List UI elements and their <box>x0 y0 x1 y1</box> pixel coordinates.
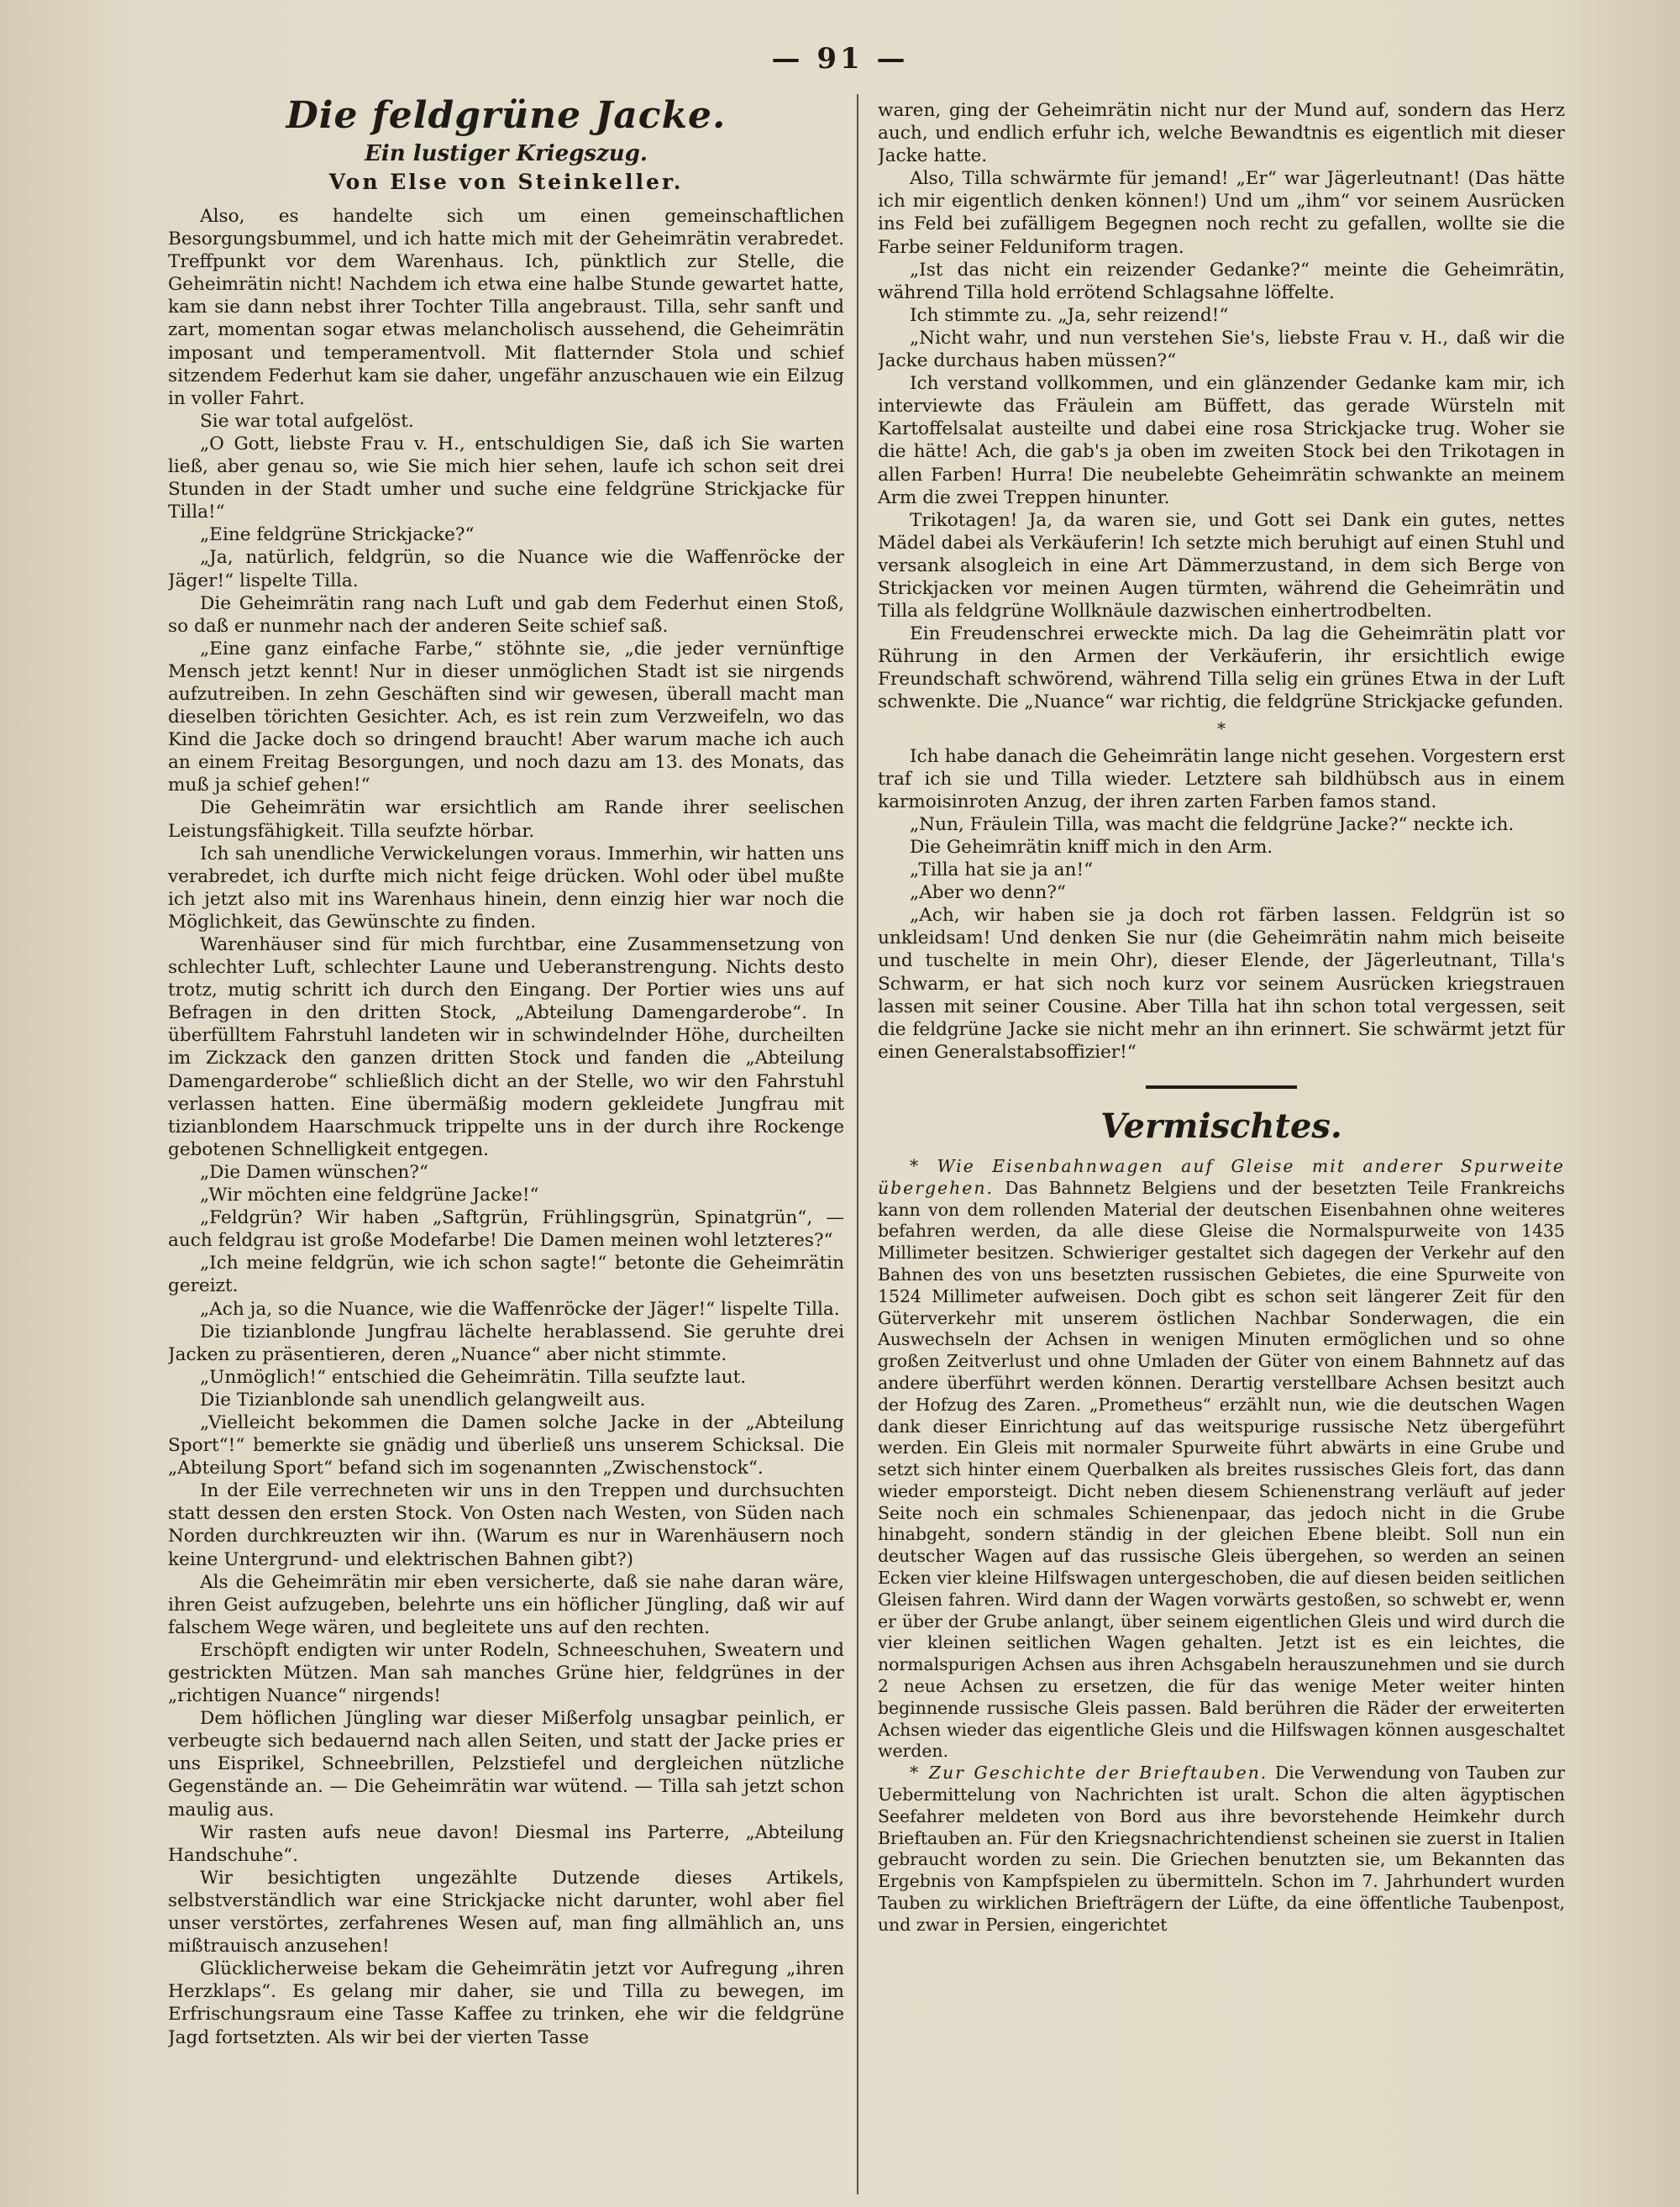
paragraph: „Ja, natürlich, feldgrün, so die Nuance wie die Waffenröcke der Jäger!“ lispelte Tilla. <box>168 547 844 591</box>
paragraph: „Nun, Fräulein Tilla, was macht die feldgrüne Jacke?“ neckte ich. <box>910 813 1515 835</box>
right-column <box>878 99 1565 2191</box>
paragraph: Die Geheimrätin rang nach Luft und gab dem Federhut einen Stoß, so daß er nunmehr nach der anderen Seite schief saß. <box>168 592 844 637</box>
section-asterisk: * <box>1217 717 1226 738</box>
news-item-text: Das Bahnnetz Belgiens und der besetzten Teile Frankreichs kann von dem rollenden Material der deutschen Eisenbahnen ohne weiteres befahren werden, da alle diese Gleise die Normalspurweite von 1435 Millimeter besitzen. Schwieriger gestaltet sich dagegen der Verkehr auf den Bahnen des von uns besetzten russischen Gebietes, die eine Spurweite von 1524 Millimeter aufweisen. Doch gibt es schon seit längerer Zeit für den Güterverkehr mit unserem östlichen Nachbar Sonderwagen, die ein Auswechseln der Achsen in wenigen Minuten ermöglichen und so ohne großen Zeitverlust und ohne Umladen der Güter von einem Bahnnetz auf das andere überführt werden können. Derartig verstellbare Achsen besitzt auch der Hofzug des Zaren. „Prometheus“ erzählt nun, wie die deutschen Wagen dank dieser Einrichtung auf das weitspurige russische Netz übergeführt werden. Ein Gleis mit normaler Spurweite führt abwärts in eine Grube und setzt sich hinter einem Querbalken als breites russisches Gleis fort, das dann wieder emporsteigt. Dicht neben diesem Schienenstrang verläuft auf jeder Seite noch ein schmales Schienenpaar, das jedoch nicht in die Grube hinabgeht, sondern ständig in der gleichen Ebene bleibt. Soll nun ein deutscher Wagen auf das russische Gleis übergehen, so werden an seinen Ecken vier kleine Hilfswagen untergeschoben, die auf diesen beiden seitlichen Gleisen fahren. Wird dann der Wagen vorwärts gestoßen, so schwebt er, wenn er über der Grube anlangt, über seinem eigentlichen Gleis und wird durch die vier kleinen seitlichen Wagen gehalten. Jetzt ist es ein leichtes, die normalspurigen Achsen aus ihren Achsgabeln herauszunehmen und sie durch 2 neue Achsen zu ersetzen, die für das wenige Meter weiter hinten beginnende russische Gleis passen. Bald berühren die Räder der erweiterten Achsen wieder das eigentliche Gleis und die Hilfswagen können ausgeschaltet werden. <box>878 1177 1565 1762</box>
paragraph: „Ach, wir haben sie ja doch rot färben lassen. Feldgrün ist so unkleidsam! Und denken Sie nur (die Geheimrätin nahm mich beiseite und tuschelte in mein Ohr), dieser Elende, der Jägerleutnant, Tilla's Schwarm, er hat sich noch kurz vor seinem Ausrücken kriegstrauen lassen mit seiner Cousine. Aber Tilla hat ihn schon total vergessen, seit die feldgrüne Jacke sie nicht mehr an ihn erinnert. Sie schwärmt jetzt für einen Generalstabsoffizier!“ <box>878 905 1565 1063</box>
paragraph: Trikotagen! Ja, da waren sie, und Gott sei Dank ein gutes, nettes Mädel dabei als Verkäuferin! Ich setzte mich beruhigt auf einen Stuhl und versank alsogleich in eine Art Dämmerzustand, in dem sich Berge von Strickjacken vor meinen Augen türmten, während die Geheimrätin und Tilla als feldgrüne Wollknäule dazwischen einhertrodbelten. <box>878 509 1565 623</box>
story-continuation: waren, ging der Geheimrätin nicht nur der Mund auf, sondern das Herz auch, und endlich erfuhr ich, welche Bewandtnis es eigentlich mit dieser Jacke hatte. <box>878 100 1565 167</box>
story-byline: Von Else von Steinkeller. <box>328 170 684 194</box>
section-rule <box>1146 1085 1297 1089</box>
paragraph: „O Gott, liebste Frau v. H., entschuldigen Sie, daß ich Sie warten ließ, aber genau so, wie Sie mich hier sehen, laufe ich schon seit drei Stunden in der Stadt umher und suche eine feldgrüne Strickjacke für Tilla!“ <box>168 433 844 523</box>
paragraph: Glücklicherweise bekam die Geheimrätin jetzt vor Aufregung „ihren Herzklaps“. Es gelang mir daher, sie und Tilla zu bewegen, im Erfrischungsraum eine Tasse Kaffee zu trinken, ehe wir die feldgrüne Jagd fortsetzten. Als wir bei der vierten Tasse <box>168 1958 844 2048</box>
paragraph: „Eine feldgrüne Strickjacke?“ <box>200 524 475 546</box>
paragraph: „Feldgrün? Wir haben „Saftgrün, Frühlingsgrün, Spinatgrün“, — auch feldgrau ist große Modefarbe! Die Damen meinen wohl letzteres?“ <box>168 1207 844 1252</box>
paragraph: „Ist das nicht ein reizender Gedanke?“ meinte die Geheimrätin, während Tilla hold errötend Schlagsahne löffelte. <box>878 259 1565 303</box>
news-item <box>878 1763 1565 1936</box>
paragraph: Als die Geheimrätin mir eben versicherte, daß sie nahe daran wäre, ihren Geist aufzugeben, belehrte uns ein höflicher Jüngling, daß wir auf falschem Wege wären, und begleitete uns auf den rechten. <box>168 1571 844 1638</box>
paragraph: Ein Freudenschrei erweckte mich. Da lag die Geheimrätin platt vor Rührung in den Armen der Verkäuferin, ihr ersichtlich ewige Freundschaft schwörend, während Tilla selig ein grünes Etwa in der Luft schwenkte. Die „Nuance“ war richtig, die feldgrüne Strickjacke gefunden. <box>878 623 1565 713</box>
paragraph: Ich sah unendliche Verwickelungen voraus. Immerhin, wir hatten uns verabredet, ich durfte mich nicht feige drücken. Wohl oder übel mußte ich jetzt also mit ins Warenhaus hinein, denn einzig hier war noch die Möglichkeit, das Gewünschte zu finden. <box>168 843 844 933</box>
news-item-lead: * Zur Geschichte der Brieftauben. <box>910 1763 1268 1784</box>
left-column <box>168 94 844 2186</box>
paragraph: Die Geheimrätin kniff mich in den Arm. <box>910 837 1273 858</box>
paragraph: „Unmöglich!“ entschied die Geheimrätin. Tilla seufzte laut. <box>200 1366 747 1388</box>
story-title: Die feldgrüne Jacke. <box>286 94 727 137</box>
paragraph: „Vielleicht bekommen die Damen solche Jacke in der „Abteilung Sport“!“ bemerkte sie gnädig und überließ uns unserem Schicksal. Die „Abteilung Sport“ befand sich im sogenannten „Zwischenstock“. <box>168 1411 844 1479</box>
paragraph: „Wir möchten eine feldgrüne Jacke!“ <box>200 1185 539 1206</box>
paragraph: Ich stimmte zu. „Ja, sehr reizend!“ <box>910 304 1229 326</box>
paragraph: Ich habe danach die Geheimrätin lange nicht gesehen. Vorgestern erst traf ich sie und Tilla wieder. Letztere sah bildhübsch aus in einem karmoisinroten Anzug, der ihren zarten Farben famos stand. <box>878 745 1565 812</box>
vermischtes-title: Vermischtes. <box>1100 1106 1342 1146</box>
paragraph: „Ich meine feldgrün, wie ich schon sagte!“ betonte die Geheimrätin gereizt. <box>168 1253 844 1297</box>
paragraph: Die tizianblonde Jungfrau lächelte herablassend. Sie geruhte drei Jacken zu präsentieren, deren „Nuance“ aber nicht stimmte. <box>168 1321 844 1365</box>
paragraph: „Nicht wahr, und nun verstehen Sie's, liebste Frau v. H., daß wir die Jacke durchaus haben müssen?“ <box>878 327 1565 372</box>
paragraph: Sie war total aufgelöst. <box>200 410 414 432</box>
paragraph: Wir rasten aufs neue davon! Diesmal ins Parterre, „Abteilung Handschuhe“. <box>168 1821 844 1866</box>
paragraph: Erschöpft endigten wir unter Rodeln, Schneeschuhen, Sweatern und gestrickten Mützen. Man sah manches Grüne hier, feldgrünes in der „richtigen Nuance“ nirgends! <box>168 1639 844 1707</box>
story-subtitle: Ein lustiger Kriegszug. <box>365 141 648 166</box>
story-body-right <box>878 167 1565 713</box>
vermischtes-items <box>878 1156 1565 1936</box>
paragraph: Warenhäuser sind für mich furchtbar, eine Zusammensetzung von schlechter Luft, schlechter Laune und Ueberanstrengung. Nichts desto trotz, mutig schritt ich durch den Eingang. Der Portier wies uns auf Befragen in den dritten Stock, „Abteilung Damengarderobe“. In überfülltem Fahrstuhl landeten wir in schwindelnder Höhe, durcheilten im Zickzack den ganzen dritten Stock und fanden die „Abteilung Damengarderobe“ schließlich dicht an der Stelle, wo wir den Fahrstuhl verlassen hatten. Eine übermäßig modern gekleidete Jungfrau mit tizianblondem Haarschmuck trippelte uns in der durch ihre Rockenge gebotenen Schnelligkeit entgegen. <box>168 934 844 1160</box>
story-body-left <box>168 205 844 2049</box>
paragraph: „Eine ganz einfache Farbe,“ stöhnte sie, „die jeder vernünftige Mensch jetzt kennt! Nur in dieser unmöglichen Stadt ist sie nirgends aufzutreiben. In zehn Geschäften sind wir gewesen, überall macht man dieselben törichten Gesichter. Ach, es ist rein zum Verzweifeln, wo das Kind die Jacke doch so dringend braucht! Aber warum mache ich auch an einem Freitag Besorgungen, und noch dazu am 13. des Monats, das muß ja schief gehen!“ <box>168 638 844 796</box>
story-epilogue <box>878 745 1565 1064</box>
paragraph: Ich verstand vollkommen, und ein glänzender Gedanke kam mir, ich interviewte das Fräulein am Büffett, das gerade Würsteln mit Kartoffelsalat austeilte und dabei eine rosa Strickjacke trug. Woher sie die hätte! Ach, die gab's ja oben im zweiten Stock bei den Trikotagen in allen Farben! Hurra! Die neubelebte Geheimrätin schwankte an meinem Arm die zwei Treppen hinunter. <box>878 373 1565 508</box>
paragraph: Wir besichtigten ungezählte Dutzende dieses Artikels, selbstverständlich war eine Strickjacke nicht darunter, wohl aber fiel unser verstörtes, zerfahrenes Wesen auf, man fing allmählich an, uns mißtrauisch anzusehen! <box>168 1867 844 1957</box>
paragraph: Also, es handelte sich um einen gemeinschaftlichen Besorgungsbummel, und ich hatte mich mit der Geheimrätin verabredet. Treffpunkt vor dem Warenhaus. Ich, pünktlich zur Stelle, die Geheimrätin nicht! Nachdem ich etwa eine halbe Stunde gewartet hatte, kam sie dann nebst ihrer Tochter Tilla angebraust. Tilla, sehr sanft und zart, momentan sogar etwas melancholisch aussehend, die Geheimrätin imposant und temperamentvoll. Mit flatternder Stola und schief sitzendem Federhut kam sie daher, ungefähr anzuschauen wie ein Eilzug in voller Fahrt. <box>168 206 844 409</box>
paragraph: Also, Tilla schwärmte für jemand! „Er“ war Jägerleutnant! (Das hätte ich mir eigentlich denken können!) Und um „ihm“ vor seinem Ausrücken ins Feld bei zufälligem Begegnen noch recht zu gefallen, wollte sie die Farbe seiner Felduniform tragen. <box>878 168 1565 258</box>
paragraph: In der Eile verrechneten wir uns in den Treppen und durchsuchten statt dessen den ersten Stock. Von Osten nach Westen, von Süden nach Norden durchkreuzten wir ihn. (Warum es nur in Warenhäusern noch keine Untergrund- und elektrischen Bahnen gibt?) <box>168 1480 844 1570</box>
news-item <box>878 1156 1565 1763</box>
column-divider <box>857 94 858 2194</box>
paragraph: Dem höflichen Jüngling war dieser Mißerfolg unsagbar peinlich, er verbeugte sich bedauernd nach allen Seiten, und statt der Jacke pries er uns Eisprikel, Schneebrillen, Pelzstiefel und dergleichen nützliche Gegenstände an. — Die Geheimrätin war wütend. — Tilla sah jetzt schon maulig aus. <box>168 1708 844 1821</box>
paragraph: Die Geheimrätin war ersichtlich am Rande ihrer seelischen Leistungsfähigkeit. Tilla seufzte hörbar. <box>168 797 844 842</box>
paragraph: „Tilla hat sie ja an!“ <box>910 859 1094 881</box>
paragraph: „Die Damen wünschen?“ <box>200 1161 428 1183</box>
news-item-text: Die Verwendung von Tauben zur Uebermittelung von Nachrichten ist uralt. Schon die alten ägyptischen Seefahrer meldeten von Bord aus ihre bevorstehende Heimkehr durch Brieftauben an. Für den Kriegsnachrichtendienst scheinen sie zuerst in Italien gebraucht worden zu sein. Die Griechen benutzten sie, um Bekannten das Ergebnis von Kampfspielen zu übermitteln. Schon im 7. Jahrhundert wurden Tauben zu wirklichen Briefträgern der Lüfte, da eine öffentliche Taubenpost, und zwar in Persien, eingerichtet <box>878 1763 1565 1935</box>
news-item-lead: * Wie Eisenbahnwagen auf Gleise mit anderer Spurweite übergehen. <box>878 1155 1565 1198</box>
paragraph: „Aber wo denn?“ <box>910 882 1066 904</box>
page-number: — 91 — <box>771 42 909 76</box>
paragraph: Die Tizianblonde sah unendlich gelangweilt aus. <box>200 1389 646 1411</box>
paragraph: „Ach ja, so die Nuance, wie die Waffenröcke der Jäger!“ lispelte Tilla. <box>200 1298 840 1320</box>
